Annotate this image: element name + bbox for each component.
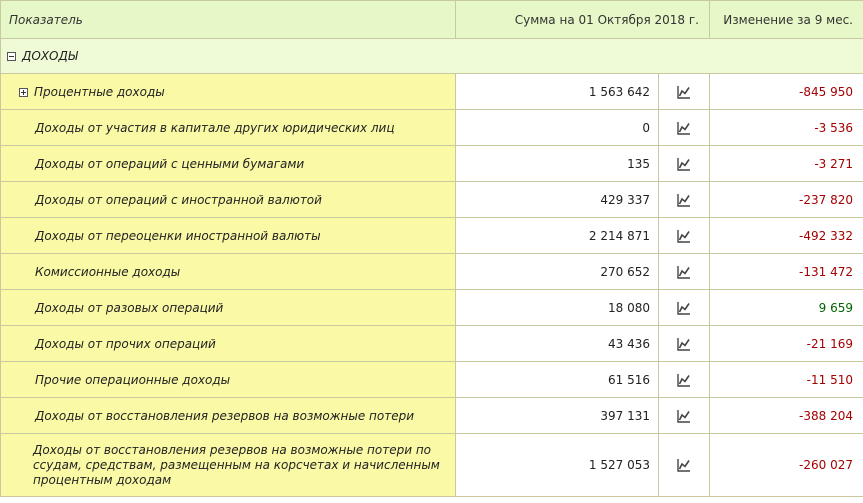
row-name-cell xyxy=(1,254,456,290)
row-name-cell xyxy=(1,182,456,218)
row-change: -260 027 xyxy=(710,434,863,497)
line-chart-icon[interactable] xyxy=(677,373,691,387)
row-value: 429 337 xyxy=(456,182,659,218)
row-name: Комиссионные доходы xyxy=(35,264,181,279)
chart-cell xyxy=(659,146,710,182)
table-row xyxy=(1,146,863,182)
row-change: -21 169 xyxy=(710,326,863,362)
line-chart-icon[interactable] xyxy=(677,193,691,207)
row-name: Доходы от разовых операций xyxy=(35,300,224,315)
line-chart-icon[interactable] xyxy=(677,265,691,279)
row-name: Доходы от восстановления резервов на возможные потери xyxy=(35,408,415,423)
row-name: Процентные доходы xyxy=(34,84,165,99)
row-name: Доходы от восстановления резервов на возможные потери по ссудам, средствам, размещенным на корсчетах и начисленным процентным доходам xyxy=(33,442,440,487)
line-chart-icon[interactable] xyxy=(677,121,691,135)
chart-cell xyxy=(659,290,710,326)
row-name: Доходы от операций с иностранной валютой xyxy=(35,192,322,207)
line-chart-icon[interactable] xyxy=(677,157,691,171)
header-change[interactable]: Изменение за 9 мес. xyxy=(710,1,863,39)
row-change: 9 659 xyxy=(710,290,863,326)
row-change: -845 950 xyxy=(710,74,863,110)
chart-cell xyxy=(659,326,710,362)
chart-cell xyxy=(659,218,710,254)
table-row xyxy=(1,254,863,290)
line-chart-icon[interactable] xyxy=(677,337,691,351)
row-name-cell xyxy=(1,110,456,146)
row-change: -492 332 xyxy=(710,218,863,254)
row-name-cell xyxy=(1,290,456,326)
row-value: 270 652 xyxy=(456,254,659,290)
chart-cell xyxy=(659,398,710,434)
row-change: -3 271 xyxy=(710,146,863,182)
collapse-minus-icon[interactable] xyxy=(7,52,16,61)
header-sum[interactable]: Сумма на 01 Октября 2018 г. xyxy=(456,1,710,39)
table-row xyxy=(1,110,863,146)
line-chart-icon[interactable] xyxy=(677,458,691,472)
row-name: Доходы от переоценки иностранной валюты xyxy=(35,228,321,243)
chart-cell xyxy=(659,362,710,398)
table-row xyxy=(1,290,863,326)
expand-plus-icon[interactable] xyxy=(19,88,28,97)
line-chart-icon[interactable] xyxy=(677,409,691,423)
row-name-cell xyxy=(1,434,456,497)
row-name: Доходы от прочих операций xyxy=(35,336,216,351)
row-value: 18 080 xyxy=(456,290,659,326)
line-chart-icon[interactable] xyxy=(677,301,691,315)
header-indicator[interactable]: Показатель xyxy=(1,1,456,39)
table-row xyxy=(1,74,863,110)
row-name-cell xyxy=(1,146,456,182)
table-row xyxy=(1,218,863,254)
line-chart-icon[interactable] xyxy=(677,229,691,243)
row-value: 135 xyxy=(456,146,659,182)
chart-cell xyxy=(659,254,710,290)
row-value: 43 436 xyxy=(456,326,659,362)
row-name-cell xyxy=(1,398,456,434)
row-value: 61 516 xyxy=(456,362,659,398)
table-row xyxy=(1,326,863,362)
row-name-cell xyxy=(1,74,456,110)
section-label: ДОХОДЫ xyxy=(22,49,78,63)
row-name: Доходы от операций с ценными бумагами xyxy=(35,156,305,171)
row-name-cell xyxy=(1,326,456,362)
table-row xyxy=(1,398,863,434)
chart-cell xyxy=(659,110,710,146)
row-name-cell xyxy=(1,218,456,254)
line-chart-icon[interactable] xyxy=(677,85,691,99)
row-value: 397 131 xyxy=(456,398,659,434)
table-row xyxy=(1,434,863,497)
row-name: Доходы от участия в капитале других юридических лиц xyxy=(35,120,395,135)
table-row xyxy=(1,362,863,398)
table-row xyxy=(1,182,863,218)
row-change: -11 510 xyxy=(710,362,863,398)
row-change: -131 472 xyxy=(710,254,863,290)
row-name: Прочие операционные доходы xyxy=(35,372,231,387)
row-value: 1 563 642 xyxy=(456,74,659,110)
row-name-cell xyxy=(1,362,456,398)
chart-cell xyxy=(659,74,710,110)
section-row-income xyxy=(1,39,863,74)
header-row xyxy=(1,1,863,39)
row-change: -388 204 xyxy=(710,398,863,434)
section-cell xyxy=(1,39,863,74)
chart-cell xyxy=(659,182,710,218)
row-value: 0 xyxy=(456,110,659,146)
row-change: -237 820 xyxy=(710,182,863,218)
row-value: 2 214 871 xyxy=(456,218,659,254)
row-value: 1 527 053 xyxy=(456,434,659,497)
row-change: -3 536 xyxy=(710,110,863,146)
chart-cell xyxy=(659,434,710,497)
